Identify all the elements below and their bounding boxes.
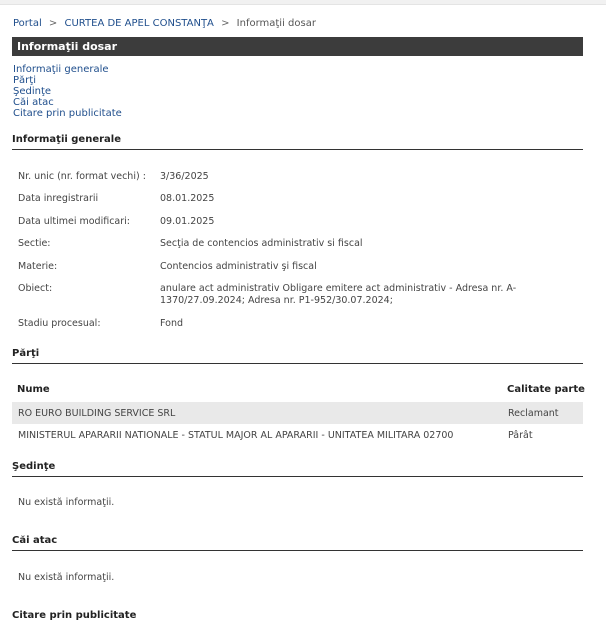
section-heading-parti: Părţi	[12, 348, 583, 364]
info-value: Secţia de contencios administrativ si fiscal	[160, 238, 363, 249]
section-heading-sedinte: Şedinţe	[12, 461, 583, 477]
info-label: Stadiu procesual:	[18, 318, 101, 329]
info-value: Fond	[160, 318, 183, 329]
info-label: Obiect:	[18, 283, 53, 294]
section-heading-cai-atac: Căi atac	[12, 535, 583, 551]
breadcrumb-current: Informaţii dosar	[236, 18, 316, 29]
party-role: Pârât	[508, 430, 533, 441]
page-title-bar	[12, 37, 583, 56]
page-title: Informaţii dosar	[17, 40, 118, 53]
section-heading-citare: Citare prin publicitate	[12, 610, 137, 621]
breadcrumb-separator: >	[221, 18, 230, 29]
info-label: Data inregistrarii	[18, 193, 99, 204]
top-strip	[0, 0, 606, 5]
breadcrumb-court-link[interactable]: CURTEA DE APEL CONSTANŢA	[64, 18, 214, 29]
anchor-link-sedinte[interactable]: Şedinţe	[13, 86, 52, 97]
info-label: Nr. unic (nr. format vechi) :	[18, 171, 146, 182]
info-value: 09.01.2025	[160, 216, 215, 227]
anchor-link-citare[interactable]: Citare prin publicitate	[13, 108, 122, 119]
anchor-link-general[interactable]: Informaţii generale	[13, 64, 109, 75]
info-value: Contencios administrativ şi fiscal	[160, 261, 317, 272]
table-row	[12, 402, 583, 424]
info-label: Sectie:	[18, 238, 51, 249]
table-row	[12, 424, 583, 446]
anchor-link-cai-atac[interactable]: Căi atac	[13, 97, 54, 108]
info-value: 08.01.2025	[160, 193, 215, 204]
info-label: Data ultimei modificari:	[18, 216, 130, 227]
breadcrumb-separator: >	[48, 18, 58, 29]
breadcrumb	[13, 18, 316, 29]
column-header-name: Nume	[17, 384, 50, 395]
party-role: Reclamant	[508, 408, 559, 419]
column-header-role: Calitate parte	[507, 384, 585, 395]
section-anchor-links	[13, 64, 122, 119]
cai-atac-empty-text: Nu există informaţii.	[18, 572, 115, 583]
anchor-link-parti[interactable]: Părţi	[13, 75, 36, 86]
info-value: anulare act administrativ Obligare emitere act administrativ - Adresa nr. A-1370/27.09.2024; Adresa nr. P1-952/30.07.2024;	[160, 283, 517, 306]
party-name: RO EURO BUILDING SERVICE SRL	[18, 408, 176, 419]
section-heading-general: Informaţii generale	[12, 134, 583, 150]
breadcrumb-portal-link[interactable]: Portal	[13, 18, 42, 29]
info-label: Materie:	[18, 261, 58, 272]
party-name: MINISTERUL APARARII NATIONALE - STATUL MAJOR AL APARARII - UNITATEA MILITARA 02700	[18, 430, 454, 441]
sedinte-empty-text: Nu există informaţii.	[18, 497, 115, 508]
info-value: 3/36/2025	[160, 171, 209, 182]
